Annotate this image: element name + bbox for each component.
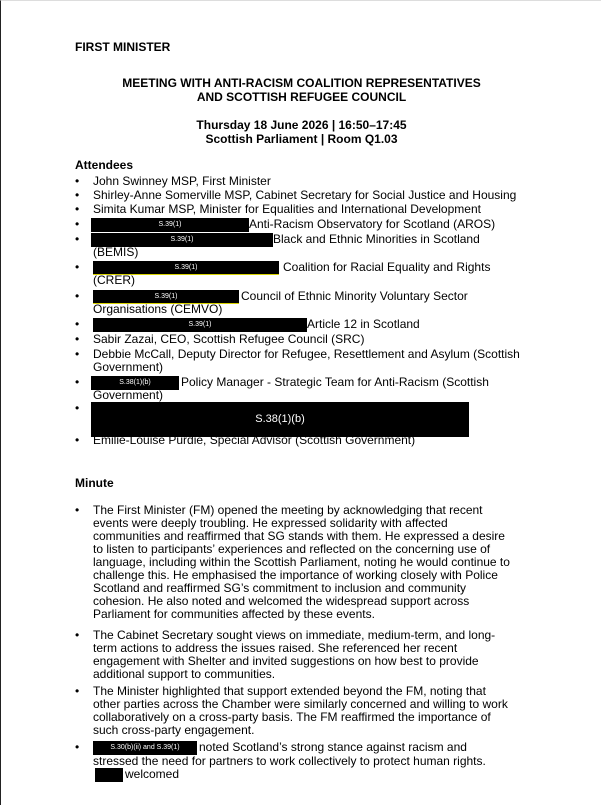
attendee-text: Sabir Zazai, CEO, Scottish Refugee Council (SRC) (93, 332, 365, 346)
meeting-date-line: Thursday 18 June 2026 | 16:50–17:45 (196, 118, 407, 132)
bullet-icon: • (75, 740, 80, 754)
bullet-icon: • (75, 347, 80, 361)
meeting-title-line2: AND SCOTTISH REFUGEE COUNCIL (196, 90, 407, 104)
attendee-text: Anti-Racism Observatory for Scotland (AROS) (249, 217, 496, 231)
redaction-block: S.39(1) (91, 218, 249, 232)
attendee-text: Shirley-Anne Somerville MSP, Cabinet Secretary for Social Justice and Housing (93, 188, 517, 202)
attendee-text-cont: Government) (93, 360, 164, 374)
attendee-text: Simita Kumar MSP, Minister for Equalities and International Development (93, 202, 481, 216)
bullet-icon: • (75, 289, 80, 303)
bullet-icon: • (75, 401, 80, 415)
attendee-text-cont: (CRER) (93, 273, 135, 287)
bullet-icon: • (75, 217, 80, 231)
redaction-block: S.39(1) (91, 233, 273, 247)
minute-text-end: welcomed (125, 767, 180, 781)
bullet-icon: • (75, 232, 80, 246)
bullet-icon: • (75, 332, 80, 346)
bullet-icon: • (75, 684, 80, 698)
bullet-icon: • (75, 174, 80, 188)
attendee-text-cont: Government) (93, 388, 164, 402)
redaction-block: S.30(b)(ii) and S.39(1) (93, 741, 197, 755)
bullet-icon: • (75, 260, 80, 274)
bullet-icon: • (75, 503, 80, 517)
bullet-icon: • (75, 433, 80, 447)
bullet-icon: • (75, 628, 80, 642)
minute-text: The First Minister (FM) opened the meeting by acknowledging that recent events were deeply troubling. He expressed solidarity with affected communities and reaffirmed that SG stands with them. He expressed a desire to listen to participants’ experiences and reflected on the concerning use of language, including within the Scottish Parliament, noting he would continue to challenge this. He emphasised the importance of working closely with Police Scotland and reaffirmed SG’s commitment to inclusion and community cohesion. He also noted and welcomed the widespread support across Parliament for communities affected by these events. (93, 503, 510, 621)
bullet-icon: • (75, 317, 80, 331)
redaction-block: S.38(1)(b) (91, 376, 179, 390)
redaction-block: S.39(1) (93, 261, 279, 275)
redaction-block: S.38(1)(b) (91, 402, 469, 437)
bullet-icon: • (75, 202, 80, 216)
attendee-text-cont: Organisations (CEMVO) (93, 302, 223, 316)
minute-text: The Minister highlighted that support extended beyond the FM, noting that other parties across the Chamber were similarly concerned and willing to work collaboratively on a cross-party basis. The FM reaffirmed the importance of such cross-party engagement. (93, 684, 508, 737)
attendee-text: Emilie-Louise Purdie, Special Advisor (Scottish Government) (93, 433, 416, 447)
attendee-text: Coalition for Racial Equality and Rights (283, 260, 491, 274)
attendee-text: Policy Manager - Strategic Team for Anti-Racism (Scottish (181, 375, 489, 389)
minute-text: The Cabinet Secretary sought views on immediate, medium-term, and long-term actions to address the issues raised. She referenced her recent engagement with Shelter and invited suggestions on how best to provide additional support to communities. (93, 628, 496, 681)
redaction-block (95, 768, 123, 782)
bullet-icon: • (75, 375, 80, 389)
attendee-text: John Swinney MSP, First Minister (93, 174, 271, 188)
redaction-block: S.39(1) (93, 290, 239, 304)
attendees-heading: Attendees (75, 158, 134, 172)
minute-heading: Minute (75, 476, 114, 490)
meeting-title-line1: MEETING WITH ANTI-RACISM COALITION REPRESENTATIVES (122, 76, 481, 90)
attendee-text: Debbie McCall, Deputy Director for Refugee, Resettlement and Asylum (Scottish (93, 347, 520, 361)
attendee-text-cont: (BEMIS) (93, 245, 139, 259)
meeting-location-line: Scottish Parliament | Room Q1.03 (205, 132, 398, 146)
bullet-icon: • (75, 188, 80, 202)
minute-text: noted Scotland’s strong stance against racism and stressed the need for partners to work collectively to protect human rights. (93, 740, 486, 768)
redaction-block: S.39(1) (93, 318, 307, 332)
attendee-text: Black and Ethnic Minorities in Scotland (273, 232, 480, 246)
attendee-text: Article 12 in Scotland (307, 317, 420, 331)
attendee-text: Council of Ethnic Minority Voluntary Sector (241, 289, 468, 303)
document-header-label: FIRST MINISTER (75, 40, 171, 54)
